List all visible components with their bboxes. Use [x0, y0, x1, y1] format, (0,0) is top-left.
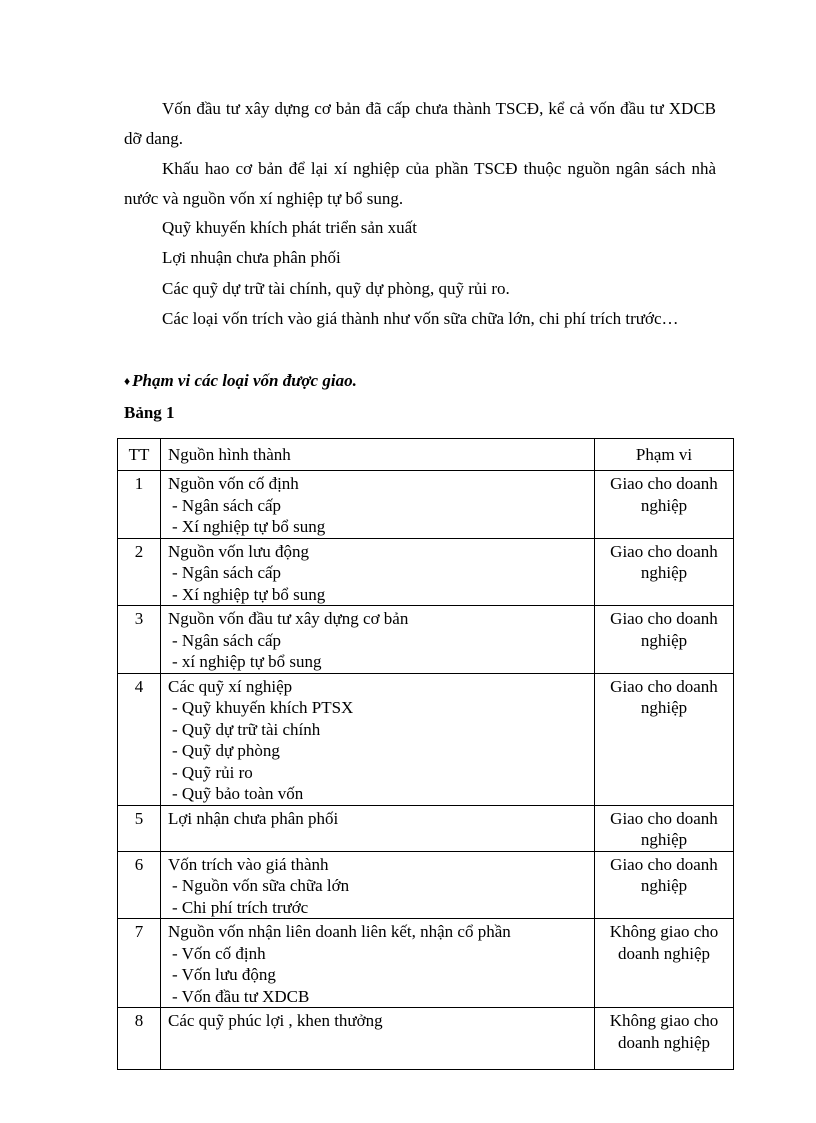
scope-cell: Giao cho doanh nghiệp: [595, 851, 734, 919]
scope-cell: Giao cho doanh nghiệp: [595, 805, 734, 851]
diamond-bullet-icon: ♦: [124, 374, 131, 388]
table-container: [117, 438, 726, 1052]
table-row: [118, 1008, 734, 1070]
source-sub-item: - Ngân sách cấp: [172, 630, 282, 650]
source-sub-item: - Quỹ bảo toàn vốn: [172, 784, 304, 803]
paragraph-1: Vốn đầu tư xây dựng cơ bản đã cấp chưa thành TSCĐ, kể cả vốn đầu tư XDCB dỡ dang.: [124, 99, 716, 148]
table-caption: Bảng 1: [124, 403, 175, 422]
scope-cell: Không giao cho doanh nghiệp: [595, 1008, 734, 1070]
row-number: 2: [118, 538, 161, 606]
source-cell: [161, 1008, 595, 1070]
header-source: Nguồn hình thành: [161, 439, 595, 471]
scope-cell: Giao cho doanh nghiệp: [595, 538, 734, 606]
source-sub-item: - Vốn đầu tư XDCB: [172, 986, 310, 1006]
source-sub-item: - Xí nghiệp tự bổ sung: [172, 517, 326, 536]
section-heading: [124, 369, 357, 393]
source-sub-item: - Xí nghiệp tự bổ sung: [172, 584, 326, 604]
table-row: [118, 919, 734, 1008]
source-cell: [161, 851, 595, 919]
source-cell: [161, 538, 595, 606]
source-sub-item: - Vốn cố định: [172, 943, 266, 963]
paragraph-3: Quỹ khuyến khích phát triển sản xuất: [162, 218, 417, 237]
source-cell: [161, 606, 595, 674]
section-heading-text: Phạm vi các loại vốn được giao.: [132, 371, 357, 390]
source-title: Các quỹ phúc lợi , khen thưởng: [168, 1011, 383, 1030]
table-row: [118, 805, 734, 851]
source-sub-item: - Ngân sách cấp: [172, 495, 282, 515]
paragraph-6: Các loại vốn trích vào giá thành như vốn sữa chữa lớn, chi phí trích trước…: [162, 309, 679, 328]
row-number: 3: [118, 606, 161, 674]
row-number: 8: [118, 1008, 161, 1070]
table-row: [118, 673, 734, 805]
table-body: [118, 471, 734, 1070]
source-title: Nguồn vốn cố định: [168, 474, 299, 493]
table-row: [118, 471, 734, 539]
source-title: Các quỹ xí nghiệp: [168, 676, 293, 696]
source-sub-item: - Quỹ khuyến khích PTSX: [172, 698, 354, 717]
capital-sources-table: [117, 438, 734, 1070]
source-sub-item: - xí nghiệp tự bổ sung: [172, 652, 322, 671]
source-sub-item: - Nguồn vốn sữa chữa lớn: [172, 876, 350, 895]
source-title: Nguồn vốn nhận liên doanh liên kết, nhận cổ phần: [168, 922, 511, 941]
table-row: [118, 851, 734, 919]
header-scope: Phạm vi: [595, 439, 734, 471]
source-sub-item: - Vốn lưu động: [172, 965, 276, 984]
paragraph-4: Lợi nhuận chưa phân phối: [162, 248, 341, 267]
table-header-row: [118, 439, 734, 471]
source-cell: [161, 919, 595, 1008]
scope-cell: Không giao cho doanh nghiệp: [595, 919, 734, 1008]
source-sub-item: - Quỹ dự trữ tài chính: [172, 719, 321, 739]
source-title: Nguồn vốn đầu tư xây dựng cơ bản: [168, 609, 409, 628]
row-number: 1: [118, 471, 161, 539]
row-number: 4: [118, 673, 161, 805]
source-sub-item: - Ngân sách cấp: [172, 563, 282, 582]
scope-cell: Giao cho doanh nghiệp: [595, 606, 734, 674]
row-number: 5: [118, 805, 161, 851]
source-sub-item: - Quỹ rủi ro: [172, 762, 253, 782]
scope-cell: Giao cho doanh nghiệp: [595, 471, 734, 539]
source-cell: [161, 471, 595, 539]
source-cell: [161, 805, 595, 851]
table-row: [118, 538, 734, 606]
source-title: Nguồn vốn lưu động: [168, 541, 309, 561]
table-row: [118, 606, 734, 674]
source-title: Lợi nhận chưa phân phối: [168, 808, 339, 828]
row-number: 7: [118, 919, 161, 1008]
row-number: 6: [118, 851, 161, 919]
paragraph-5: Các quỹ dự trữ tài chính, quỹ dự phòng, quỹ rủi ro.: [162, 279, 510, 298]
paragraph-2: Khấu hao cơ bản để lại xí nghiệp của phần TSCĐ thuộc nguồn ngân sách nhà nước và nguồn vốn xí nghiệp tự bổ sung.: [124, 159, 716, 208]
header-tt: TT: [118, 439, 161, 471]
source-sub-item: - Quỹ dự phòng: [172, 741, 280, 760]
scope-cell: Giao cho doanh nghiệp: [595, 673, 734, 805]
source-sub-item: - Chi phí trích trước: [172, 897, 309, 917]
source-title: Vốn trích vào giá thành: [168, 854, 329, 874]
source-cell: [161, 673, 595, 805]
